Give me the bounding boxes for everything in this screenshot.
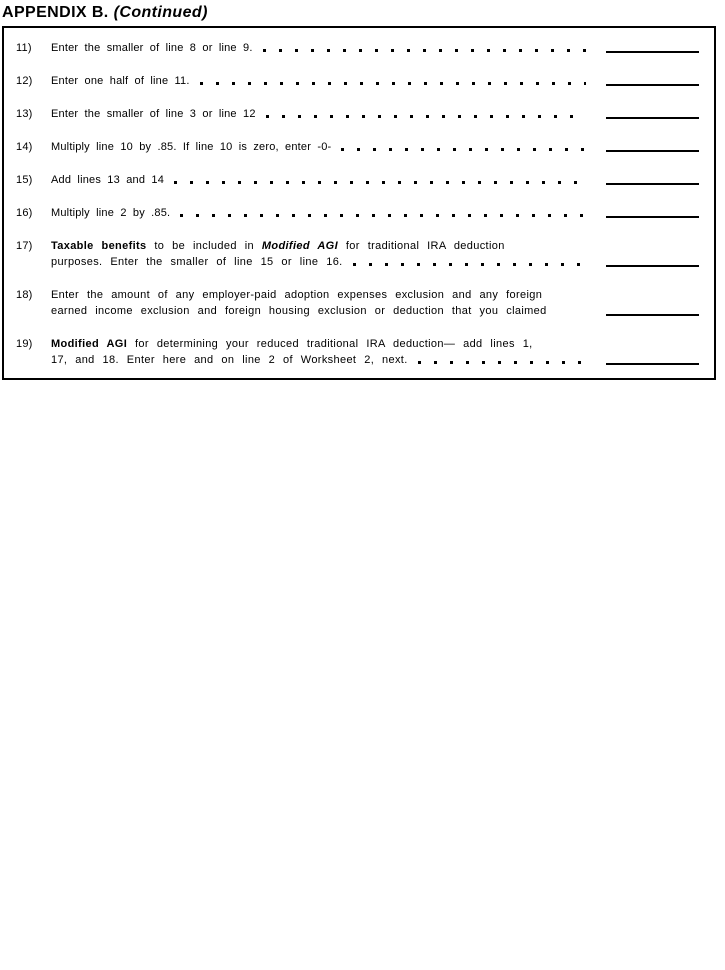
- worksheet-line: [14, 238, 714, 270]
- worksheet-line: [14, 40, 714, 56]
- dot-leader: [341, 148, 586, 151]
- text-segment: for determining your reduced traditional IRA deduction— add lines 1,: [127, 338, 533, 350]
- text-segment: Enter the amount of any employer-paid adoption expenses exclusion and any foreign: [51, 289, 543, 301]
- entry-line: [606, 216, 699, 218]
- entry-line: [606, 84, 699, 86]
- dot-leader: [174, 181, 586, 184]
- text-segment: earned income exclusion and foreign housing exclusion or deduction that you claimed: [51, 305, 547, 317]
- text-run: [51, 254, 343, 270]
- text-row: [51, 40, 606, 56]
- text-segment: for traditional IRA deduction: [338, 240, 505, 252]
- text-segment: Add lines 13 and 14: [51, 174, 165, 186]
- line-text: [51, 287, 606, 319]
- dot-leader: [263, 49, 586, 52]
- text-run: [51, 352, 408, 368]
- text-row: [51, 254, 606, 270]
- text-row: [51, 205, 606, 221]
- text-run: [51, 289, 542, 301]
- line-text: [51, 172, 606, 188]
- line-number: 14): [16, 141, 33, 153]
- dot-leader: [266, 115, 586, 118]
- line-text: [51, 238, 606, 270]
- line-number: 11): [16, 42, 32, 54]
- text-segment: Multiply line 10 by .85. If line 10 is zero, enter -0-: [51, 141, 332, 153]
- text-segment: Taxable benefits: [51, 240, 147, 252]
- entry-line: [606, 183, 699, 185]
- line-number: 19): [16, 338, 33, 350]
- entry-line: [606, 51, 699, 53]
- text-row: [51, 336, 606, 352]
- text-row: [51, 238, 606, 254]
- worksheet-line: [14, 106, 714, 122]
- appendix-title: APPENDIX B.: [2, 4, 109, 21]
- line-text: [51, 40, 606, 56]
- entry-line: [606, 314, 699, 316]
- worksheet-line: [14, 73, 714, 89]
- text-run: [51, 73, 190, 89]
- text-run: [51, 205, 170, 221]
- text-row: [51, 352, 606, 368]
- text-segment: Multiply line 2 by .85.: [51, 207, 171, 219]
- text-row: [51, 303, 606, 319]
- line-number: 18): [16, 289, 33, 301]
- line-number: 17): [16, 240, 33, 252]
- text-run: [51, 40, 253, 56]
- worksheet-line: [14, 287, 714, 319]
- text-segment: Enter the smaller of line 8 or line 9.: [51, 42, 253, 54]
- document-page: [0, 3, 725, 970]
- text-run: [51, 106, 256, 122]
- text-row: [51, 172, 606, 188]
- text-segment: to be included in: [146, 240, 262, 252]
- entry-line: [606, 150, 699, 152]
- worksheet-line: [14, 172, 714, 188]
- text-run: [51, 139, 331, 155]
- worksheet-line: [14, 139, 714, 155]
- text-row: [51, 73, 606, 89]
- line-number: 15): [16, 174, 33, 186]
- line-text: [51, 205, 606, 221]
- text-row: [51, 139, 606, 155]
- dot-leader: [353, 263, 586, 266]
- entry-line: [606, 117, 699, 119]
- line-text: [51, 73, 606, 89]
- text-segment: 17, and 18. Enter here and on line 2 of Worksheet 2, next.: [51, 354, 408, 366]
- line-number: 13): [16, 108, 33, 120]
- page-title: [2, 3, 725, 22]
- text-segment: Enter the smaller of line 3 or line 12: [51, 108, 256, 120]
- dot-leader: [557, 312, 586, 315]
- worksheet-line: [14, 205, 714, 221]
- appendix-title-continued: (Continued): [113, 4, 208, 21]
- line-text: [51, 139, 606, 155]
- text-run: [51, 240, 505, 252]
- worksheet-line: [14, 336, 714, 368]
- dot-leader: [418, 361, 586, 364]
- line-text: [51, 336, 606, 368]
- text-run: [51, 303, 547, 319]
- text-run: [51, 172, 164, 188]
- entry-line: [606, 265, 699, 267]
- text-segment: Modified AGI: [261, 240, 338, 252]
- text-segment: Modified AGI: [51, 338, 128, 350]
- entry-line: [606, 363, 699, 365]
- text-segment: Enter one half of line 11.: [51, 75, 190, 87]
- text-segment: purposes. Enter the smaller of line 15 or line 16.: [51, 256, 343, 268]
- line-number: 12): [16, 75, 33, 87]
- line-number: 16): [16, 207, 33, 219]
- text-run: [51, 338, 533, 350]
- dot-leader: [180, 214, 586, 217]
- worksheet-box: [2, 26, 716, 380]
- dot-leader: [200, 82, 586, 85]
- text-row: [51, 106, 606, 122]
- line-text: [51, 106, 606, 122]
- text-row: [51, 287, 606, 303]
